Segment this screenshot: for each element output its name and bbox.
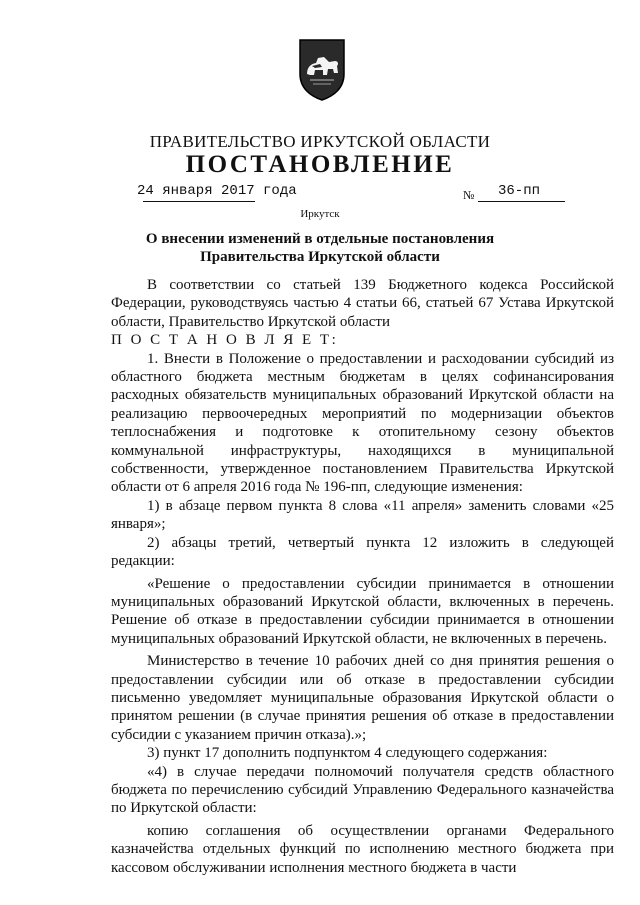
city: Иркутск — [300, 208, 340, 220]
paragraph: Министерство в течение 10 рабочих дней со дня принятия решения о предоставлении субсидии или об отказе в предоставлении субсидии письменно уведомляет муниципальные образования Иркутской области о принятом решении (в случае принятия решения об отказе в предоставлении субсидии с указанием причин отказа).»; — [111, 653, 614, 743]
paragraph: 3) пункт 17 дополнить подпунктом 4 следующего содержания: — [147, 745, 548, 762]
document-date: 24 января 2017 года — [137, 183, 297, 199]
government-title: ПРАВИТЕЛЬСТВО ИРКУТСКОЙ ОБЛАСТИ — [149, 132, 491, 151]
paragraph: 2) абзацы третий, четвертый пункта 12 изложить в следующей редакции: — [111, 534, 614, 570]
document-subject: О внесении изменений в отдельные постановления Правительства Иркутской области — [145, 231, 495, 265]
document-body — [111, 276, 614, 877]
number-sign: № — [463, 188, 475, 202]
date-underline — [143, 201, 255, 202]
paragraph: копию соглашения об осуществлении органами Федерального казначейства отдельных функций по исполнению местного бюджета при кассовом обслуживании исполнения местного бюджета в части — [111, 822, 614, 876]
paragraph: 1) в абзаце первом пункта 8 слова «11 апреля» заменить словами «25 января»; — [111, 497, 614, 533]
document-number: 36-пп — [498, 183, 541, 199]
document-type: ПОСТАНОВЛЕНИЕ — [185, 151, 455, 178]
resolves-heading: П О С Т А Н О В Л Я Е Т: — [111, 332, 339, 349]
paragraph: «Решение о предоставлении субсидии принимается в отношении муниципальных образований Иркутской области, включенных в перечень. Решение об отказе в предоставлении субсидии принимается в отношении муниципальных образований Иркутской области, не включенных в перечень. — [111, 575, 614, 647]
paragraph: «4) в случае передачи полномочий получателя средств областного бюджета по перечислению субсидий Управлению Федерального казначейства по Иркутской области: — [111, 763, 614, 817]
paragraph: В соответствии со статьей 139 Бюджетного кодекса Российской Федерации, руководствуясь частью 4 статьи 66, статьей 67 Устава Иркутской области, Правительство Иркутской области — [111, 277, 614, 330]
coat-of-arms-icon — [296, 38, 348, 102]
paragraph: 1. Внести в Положение о предоставлении и расходовании субсидий из областного бюджета местным бюджетам в целях софинансирования расходных обязательств муниципальных образований Иркутской области на реализацию первоочередных мероприятий по модернизации объектов теплоснабжения и подготовке к отопительному сезону объектов коммунальной инфраструктуры, находящихся в муниципальной собственности, утвержденное постановлением Правительства Иркутской области от 6 апреля 2016 года № 196-пп, следующие изменения: — [111, 350, 614, 496]
number-underline — [478, 201, 565, 202]
